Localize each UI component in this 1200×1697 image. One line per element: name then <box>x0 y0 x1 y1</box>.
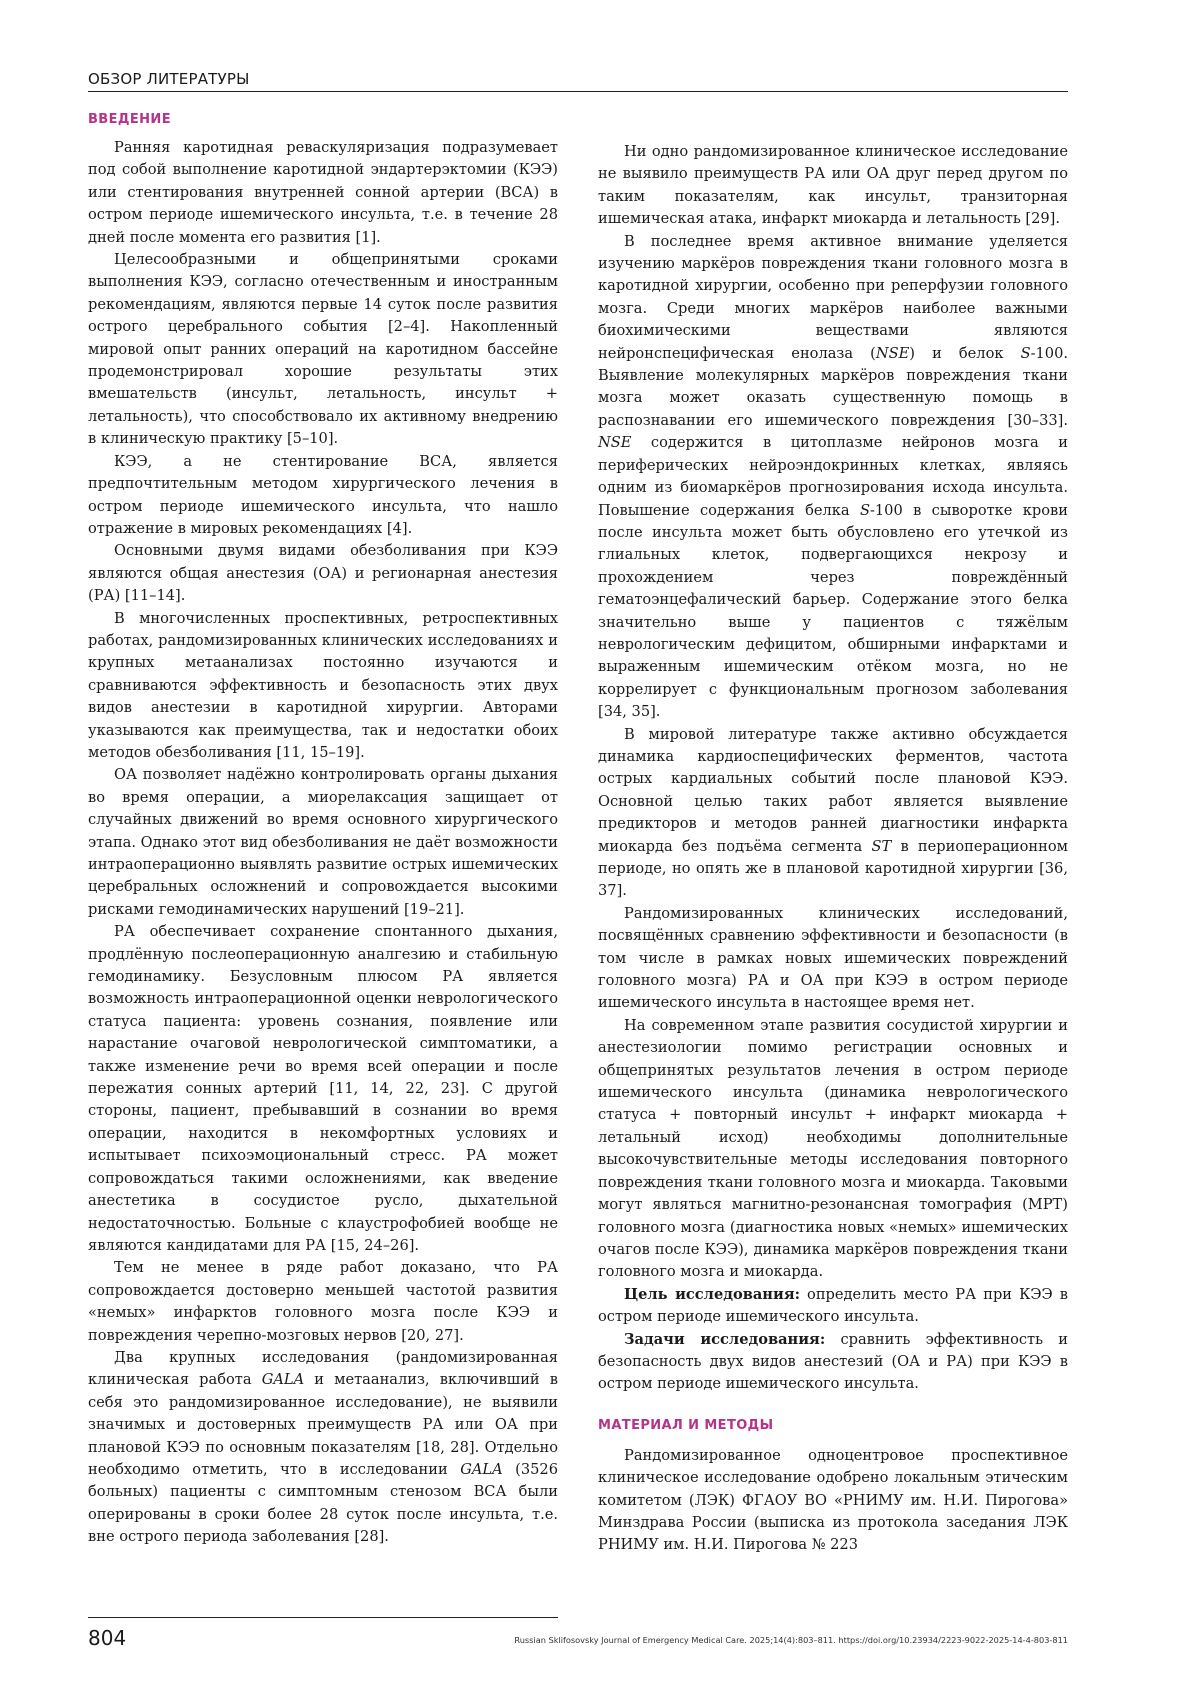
paragraph: Основными двумя видами обезболивания при КЭЭ являются общая анестезия (ОА) и регионарная анестезия (РА) [11–14]. <box>88 542 558 605</box>
text: (3526 больных) пациенты с симптомным стенозом ВСА были оперированы в сроки более 28 суток после инсульта, т.е. вне острого периода заболевания [28]. <box>88 1460 558 1546</box>
paragraph: ОА позволяет надёжно контролировать органы дыхания во время операции, а миорелаксация защищает от случайных движений во время основного хирургического этапа. Однако этот вид обезболивания не даёт возможности интраоперационно выявлять развитие острых ишемических церебральных осложнений и сопровождается высокими рисками гемодинамических нарушений [19–21]. <box>88 766 558 918</box>
paragraph: Рандомизированных клинических исследований, посвящённых сравнению эффективности и безопасности (в том числе в рамках новых ишемических повреждений головного мозга) РА и ОА при КЭЭ в остром периоде ишемического инсульта в настоящее время нет. <box>598 904 1068 1012</box>
study-name: GALA <box>261 1371 305 1389</box>
paragraph: РА обеспечивает сохранение спонтанного дыхания, продлённую послеоперационную аналгезию и стабильную гемодинамику. Безусловным плюсом РА является возможность интраоперационной оценки неврологического статуса пациента: уровень сознания, появление или нарастание очаговой неврологической симптоматики, а также изменение речи во время всей операции и после пережатия сонных артерий [11, 14, 22, 23]. С другой стороны, пациент, пребывавший в сознании во время операции, находится в некомфортных условиях и испытывает психоэмоциональный стресс. РА может сопровождаться такими осложнениями, как введение анестетика в сосудистое русло, дыхательной недостаточностью. Больные с клаустрофобией вообще не являются кандидатами для РА [15, 24–26]. <box>88 923 558 1254</box>
paragraph: Ранняя каротидная реваскуляризация подразумевает под собой выполнение каротидной эндартерэктомии (КЭЭ) или стентирования внутренней сонной артерии (ВСА) в остром периоде ишемического инсульта, т.е. в течение 28 дней после момента его развития [1]. <box>88 139 558 246</box>
paragraph-markers <box>598 231 1068 724</box>
tasks-label: Задачи исследования: <box>624 1330 826 1348</box>
paragraph: Ни одно рандомизированное клиническое исследование не выявило преимуществ РА или ОА друг перед другом по таким показателям, как инсульт, транзиторная ишемическая атака, инфаркт миокарда и летальность [29]. <box>598 143 1068 228</box>
paragraph: Тем не менее в ряде работ доказано, что РА сопровождается достоверно меньшей частотой развития «немых» инфарктов головного мозга после КЭЭ и повреждения черепно-мозговых нервов [20, 27]. <box>88 1259 558 1344</box>
introduction-heading: ВВЕДЕНИЕ <box>88 112 171 127</box>
right-column <box>598 141 1068 1557</box>
journal-citation: Russian Sklifosovsky Journal of Emergency Medical Care. 2025;14(4):803–811. https://doi.org/10.23934/2223-9022-2025-14-4-803-811 <box>514 1635 1068 1645</box>
paragraph: Рандомизированное одноцентровое проспективное клиническое исследование одобрено локальным этическим комитетом (ЛЭК) ФГАОУ ВО «РНИМУ им. Н.И. Пирогова» Минздрава России (выписка из протокола заседания ЛЭК РНИМУ им. Н.И. Пирогова № 223 <box>598 1446 1068 1554</box>
study-name: GALA <box>460 1460 503 1478</box>
methods-heading: МАТЕРИАЛ И МЕТОДЫ <box>598 1417 774 1433</box>
tasks-text: сравнить эффективность и безопасность двух видов анестезий (ОА и РА) при КЭЭ в остром периоде ишемического инсульта. <box>598 1330 1069 1393</box>
text: В мировой литературе также активно обсуждается динамика кардиоспецифических ферментов, частота острых кардиальных событий после плановой КЭЭ. Основной целью таких работ является выявление предикторов и методов ранней диагностики инфаркта миокарда без подъёма сегмента <box>598 725 1068 855</box>
goal-label: Цель исследования: <box>624 1285 800 1303</box>
paragraph-gala <box>88 1347 558 1549</box>
text: и метаанализ, включивший в себя это рандомизированное исследование), не выявили значимых и достоверных преимуществ РА или ОА при плановой КЭЭ по основным показателям [18, 28]. Отдельно необходимо отметить, что в исследовании <box>88 1371 558 1478</box>
text: содержится в цитоплазме нейронов мозга и периферических нейроэндокринных клетках, являясь одним из биомаркёров прогнозирования исхода инсульта. Повышение содержания белка <box>598 434 1068 519</box>
goal-paragraph <box>598 1284 1068 1329</box>
goal-text: определить место РА при КЭЭ в остром периоде ишемического инсульта. <box>598 1285 1068 1326</box>
paragraph: В многочисленных проспективных, ретроспективных работах, рандомизированных клинических исследованиях и крупных метаанализах постоянно изучаются и сравниваются эффективность и безопасность этих двух видов анестезии в каротидной хирургии. Авторами указываются как преимущества, так и недостатки обоих методов обезболивания [11, 15–19]. <box>88 609 558 761</box>
nse-term: NSE <box>598 434 632 452</box>
left-column <box>88 112 558 1549</box>
tasks-paragraph <box>598 1329 1068 1396</box>
text: В последнее время активное внимание уделяется изучению маркёров повреждения ткани головного мозга в каротидной хирургии, особенно при реперфузии головного мозга. Среди многих маркёров наиболее важными биохимическими веществами являются нейронспецифическая енолаза ( <box>598 232 1068 362</box>
paragraph: КЭЭ, а не стентирование ВСА, является предпочтительным методом хирургического лечения в остром периоде ишемического инсульта, что нашло отражение в мировых рекомендациях [4]. <box>88 452 558 537</box>
text: Два крупных исследования (рандомизированная клиническая работа <box>88 1348 558 1389</box>
s-term: S <box>1020 344 1031 362</box>
nse-term: NSE <box>875 344 910 362</box>
text: в периоперационном периоде, но опять же в плановой каротидной хирургии [36, 37]. <box>598 837 1069 900</box>
text: -100 в сыворотке крови после инсульта может быть обусловлено его утечкой из глиальных клеток, подвергающихся некрозу и прохождением через повреждённый гематоэнцефалический барьер. Содержание этого белка значительно выше у пациентов с тяжёлым неврологическим дефицитом, обширными инфарктами и выраженным ишемическим отёком мозга, но не коррелирует с функциональным прогнозом заболевания [34, 35]. <box>598 501 1068 721</box>
paragraph-cardio <box>598 724 1068 903</box>
st-term: ST <box>871 837 892 855</box>
paragraph: Целесообразными и общепринятыми сроками выполнения КЭЭ, согласно отечественным и иностранным рекомендациям, являются первые 14 суток после развития острого церебрального события [2–4]. Накопленный мировой опыт ранних операций на каротидном бассейне продемонстрировал хорошие результаты этих вмешательств (инсульт, летальность, инсульт + летальность), что способствовало их активному внедрению в клиническую практику [5–10]. <box>88 251 558 448</box>
text: ) и белок <box>909 344 1021 362</box>
s-term: S <box>859 501 870 519</box>
page-number: 804 <box>88 1626 127 1650</box>
section-header: ОБЗОР ЛИТЕРАТУРЫ <box>88 70 1068 92</box>
paragraph: На современном этапе развития сосудистой хирургии и анестезиологии помимо регистрации основных и общепринятых результатов лечения в остром периоде ишемического инсульта (динамика неврологического статуса + повторный инсульт + инфаркт миокарда + летальный исход) необходимы дополнительные высокочувствительные методы исследования повторного повреждения ткани головного мозга и миокарда. Таковыми могут являться магнитно-резонансная томография (МРТ) головного мозга (диагностика новых «немых» ишемических очагов после КЭЭ), динамика маркёров повреждения ткани головного мозга и миокарда. <box>598 1016 1068 1281</box>
footer-divider <box>88 1617 558 1618</box>
text: -100. Выявление молекулярных маркёров повреждения ткани мозга может оказать существенную помощь в распознавании его ишемического повреждения [30–33]. <box>598 344 1068 429</box>
